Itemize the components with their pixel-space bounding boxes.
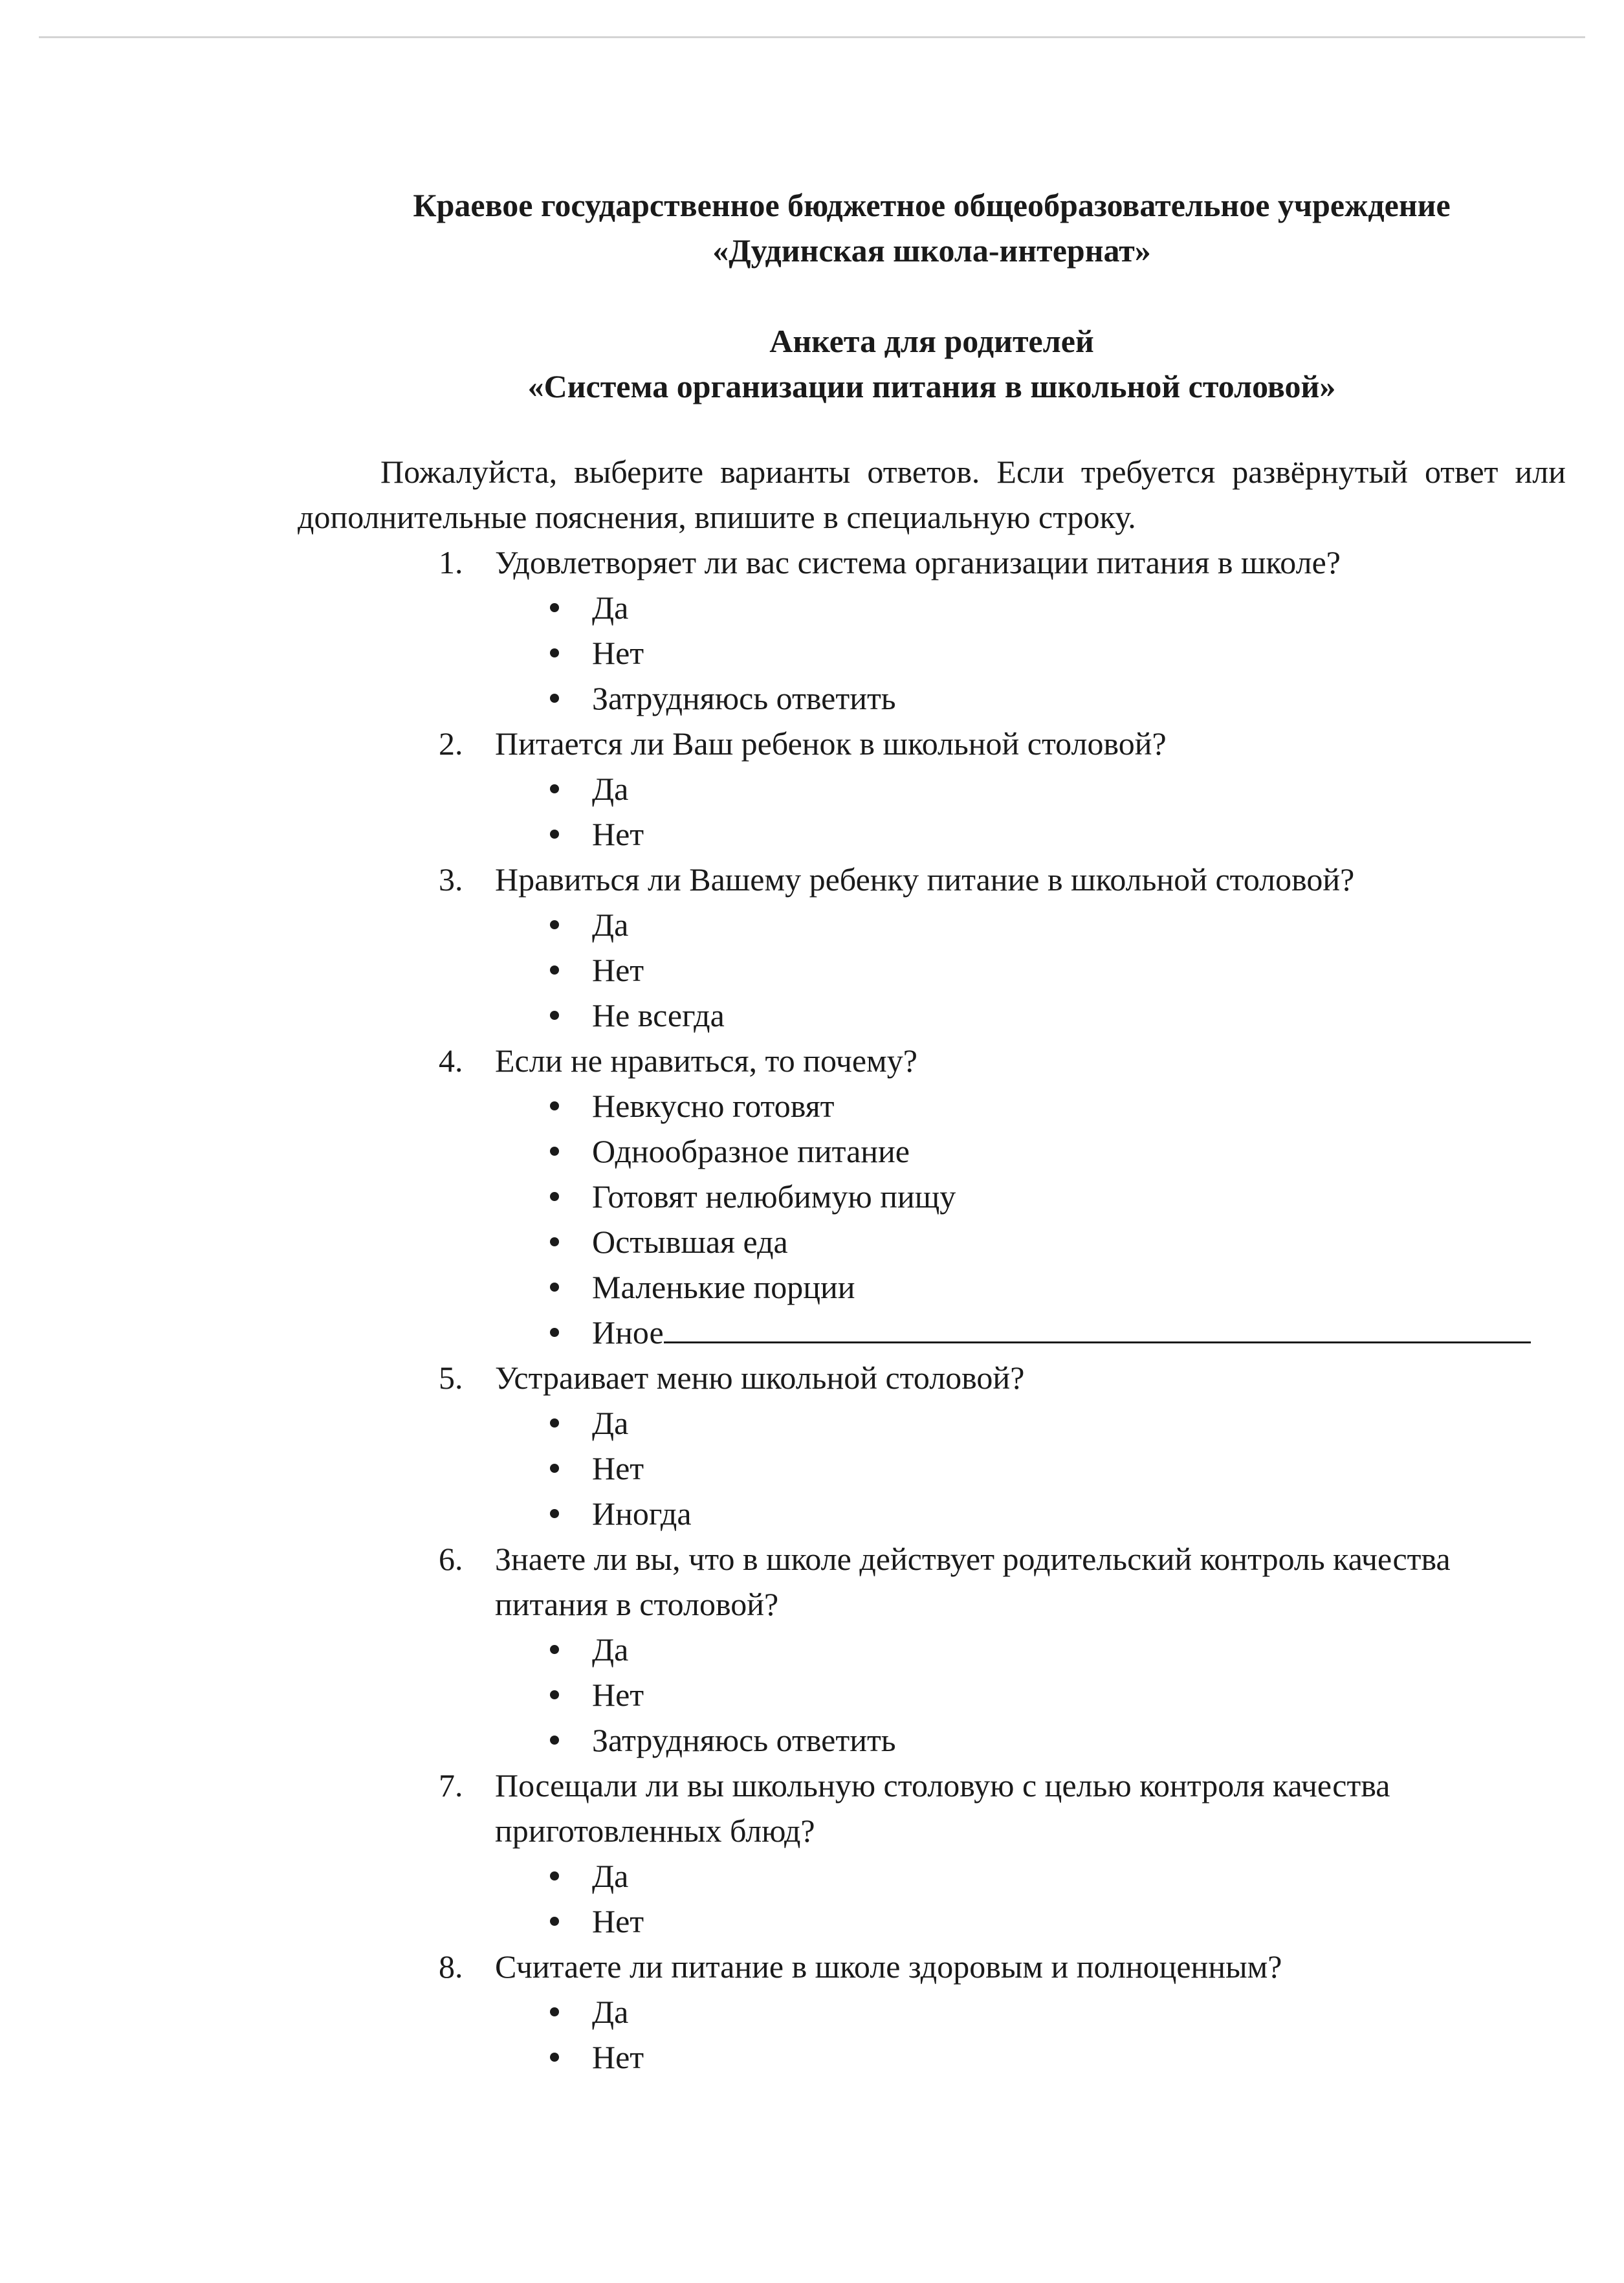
question-item: [298, 1536, 1566, 1763]
option-label: Да: [592, 1405, 629, 1441]
option-label: Нет: [592, 1677, 644, 1713]
question-item: [298, 857, 1566, 1038]
option-label: Да: [592, 771, 629, 807]
option-label: Иногда: [592, 1495, 692, 1532]
option-label: Нет: [592, 635, 644, 671]
option-label: Однообразное питание: [592, 1133, 910, 1169]
answer-options: [495, 1627, 1566, 1763]
answer-option[interactable]: [495, 1310, 1566, 1355]
answer-option[interactable]: [495, 1400, 1566, 1446]
answer-option[interactable]: [495, 1491, 1566, 1536]
bullet-icon: [550, 1283, 559, 1292]
answer-options: [495, 766, 1566, 857]
question-number: 3.: [439, 861, 463, 898]
answer-option[interactable]: [495, 1989, 1566, 2035]
option-label: Невкусно готовят: [592, 1088, 835, 1124]
bullet-icon: [550, 1101, 559, 1110]
option-label: Да: [592, 907, 629, 943]
institution-header: [298, 182, 1566, 273]
bullet-icon: [550, 1011, 559, 1020]
question-number: 5.: [439, 1360, 463, 1396]
question-item: [298, 1355, 1566, 1536]
answer-options: [495, 902, 1566, 1038]
question-text: Знаете ли вы, что в школе действует родительский контроль качества питания в столовой?: [495, 1541, 1451, 1622]
answer-option[interactable]: [495, 1129, 1566, 1174]
answer-option[interactable]: [495, 766, 1566, 811]
answer-option[interactable]: [495, 902, 1566, 947]
bullet-icon: [550, 784, 559, 793]
answer-option[interactable]: [495, 2035, 1566, 2080]
question-item: [298, 1763, 1566, 1944]
option-label: Затрудняюсь ответить: [592, 1722, 896, 1758]
survey-title-line-1: Анкета для родителей: [769, 323, 1094, 359]
option-label: Затрудняюсь ответить: [592, 680, 896, 716]
option-label: Нет: [592, 952, 644, 988]
option-label: Остывшая еда: [592, 1224, 788, 1260]
question-number: 7.: [439, 1767, 463, 1803]
bullet-icon: [550, 1871, 559, 1880]
option-label: Да: [592, 590, 629, 626]
bullet-icon: [550, 1418, 559, 1428]
bullet-icon: [550, 1690, 559, 1699]
option-label: Да: [592, 1858, 629, 1894]
question-item: [298, 1944, 1566, 2080]
option-label: Да: [592, 1994, 629, 2030]
bullet-icon: [550, 965, 559, 975]
question-number: 4.: [439, 1042, 463, 1079]
answer-option[interactable]: [495, 1627, 1566, 1672]
answer-option[interactable]: [495, 585, 1566, 630]
option-label: Иное: [592, 1314, 664, 1351]
answer-options: [495, 1083, 1566, 1355]
answer-option[interactable]: [495, 1083, 1566, 1129]
question-number: 6.: [439, 1541, 463, 1577]
answer-options: [495, 1989, 1566, 2080]
answer-option[interactable]: [495, 1446, 1566, 1491]
option-label: Нет: [592, 1450, 644, 1486]
question-text: Устраивает меню школьной столовой?: [495, 1360, 1025, 1396]
question-text: Питается ли Ваш ребенок в школьной столовой?: [495, 725, 1167, 762]
bullet-icon: [550, 1464, 559, 1473]
bullet-icon: [550, 1237, 559, 1246]
bullet-icon: [550, 1328, 559, 1337]
answer-option[interactable]: [495, 1717, 1566, 1763]
answer-option[interactable]: [495, 1264, 1566, 1310]
option-label: Да: [592, 1631, 629, 1668]
answer-option[interactable]: [495, 1672, 1566, 1717]
survey-title: [298, 318, 1566, 409]
bullet-icon: [550, 694, 559, 703]
question-number: 2.: [439, 725, 463, 762]
bullet-icon: [550, 1509, 559, 1518]
option-label: Готовят нелюбимую пищу: [592, 1178, 956, 1215]
option-label: Нет: [592, 1903, 644, 1939]
bullet-icon: [550, 1147, 559, 1156]
instructions-paragraph: Пожалуйста, выберите варианты ответов. Если требуется развёрнутый ответ или дополнительные пояснения, впишите в специальную строку.: [298, 454, 1566, 535]
option-label: Нет: [592, 2039, 644, 2075]
question-item: [298, 721, 1566, 857]
bullet-icon: [550, 1917, 559, 1926]
answer-option[interactable]: [495, 1174, 1566, 1219]
bullet-icon: [550, 1736, 559, 1745]
question-text: Посещали ли вы школьную столовую с целью контроля качества приготовленных блюд?: [495, 1767, 1390, 1849]
bullet-icon: [550, 648, 559, 657]
question-text: Считаете ли питание в школе здоровым и полноценным?: [495, 1948, 1282, 1985]
answer-option[interactable]: [495, 1853, 1566, 1899]
document-page: [298, 182, 1566, 2080]
other-answer-line[interactable]: [664, 1312, 1531, 1343]
answer-options: [495, 1853, 1566, 1944]
bullet-icon: [550, 2053, 559, 2062]
bullet-icon: [550, 830, 559, 839]
answer-option[interactable]: [495, 993, 1566, 1038]
question-text: Удовлетворяет ли вас система организации питания в школе?: [495, 544, 1341, 580]
answer-option[interactable]: [495, 811, 1566, 857]
answer-options: [495, 1400, 1566, 1536]
question-text: Нравиться ли Вашему ребенку питание в школьной столовой?: [495, 861, 1355, 898]
answer-option[interactable]: [495, 1219, 1566, 1264]
school-name: «Дудинская школа-интернат»: [712, 232, 1151, 269]
bullet-icon: [550, 603, 559, 612]
option-label: Нет: [592, 816, 644, 852]
survey-title-line-2: «Система организации питания в школьной столовой»: [527, 368, 1336, 404]
answer-options: [495, 585, 1566, 721]
option-label: Не всегда: [592, 997, 725, 1033]
question-item: [298, 540, 1566, 721]
question-number: 1.: [439, 544, 463, 580]
answer-option[interactable]: [495, 676, 1566, 721]
bullet-icon: [550, 1645, 559, 1654]
answer-option[interactable]: [495, 630, 1566, 676]
question-item: [298, 1038, 1566, 1355]
answer-option[interactable]: [495, 1899, 1566, 1944]
question-number: 8.: [439, 1948, 463, 1985]
bullet-icon: [550, 1192, 559, 1201]
answer-option[interactable]: [495, 947, 1566, 993]
bullet-icon: [550, 2007, 559, 2016]
question-text: Если не нравиться, то почему?: [495, 1042, 917, 1079]
bullet-icon: [550, 920, 559, 929]
option-label: Маленькие порции: [592, 1269, 855, 1305]
page-edge-line: [39, 36, 1585, 38]
institution-name: Краевое государственное бюджетное общеобразовательное учреждение: [413, 187, 1451, 223]
questions-list: [298, 540, 1566, 2080]
